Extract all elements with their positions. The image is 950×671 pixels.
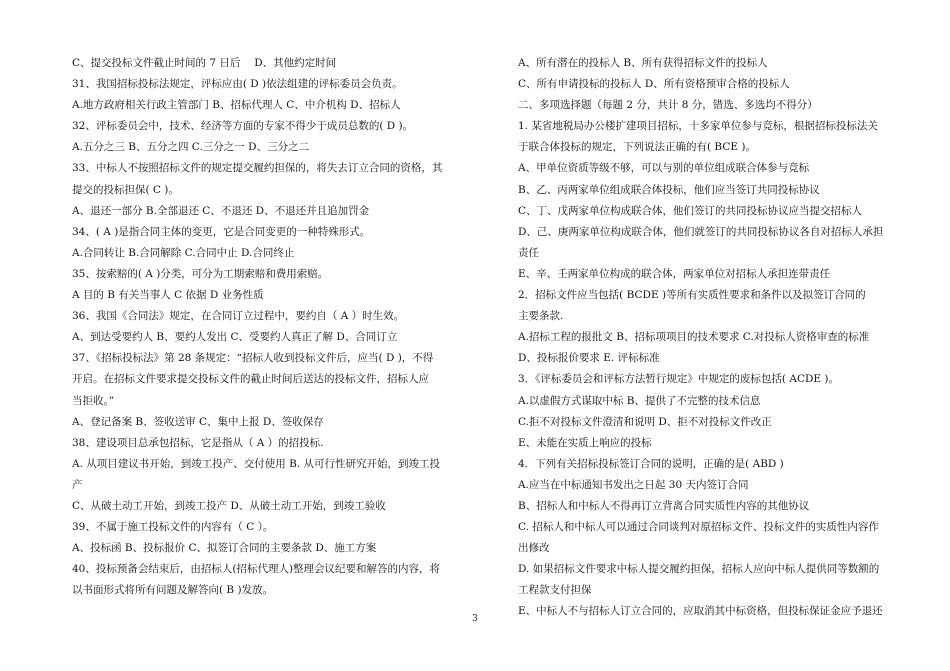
text-line: A.五分之三 B、五分之四 C.三分之一 D、三分之二 xyxy=(72,141,310,154)
text-line: 34、( A )是指合同主体的变更，它是合同变更的一种特殊形式。 xyxy=(72,225,371,238)
text-line: A.以虚假方式谋取中标 B、提供了不完整的技术信息 xyxy=(518,394,761,407)
text-line: A、登记备案 B、签收送审 C、集中上报 D、签收保存 xyxy=(72,415,324,428)
text-line: C.拒不对投标文件澄清和说明 D、拒不对投标文件改正 xyxy=(518,415,772,428)
text-line: 提交的投标担保( C )。 xyxy=(72,183,179,196)
text-line: E、辛、壬两家单位构成的联合体，两家单位对招标人承担连带责任 xyxy=(518,267,831,280)
text-line: B、招标人和中标人不得再订立背离合同实质性内容的其他协议 xyxy=(518,499,810,512)
text-line: C、从破土动工开始，到竣工投产 D、从破土动工开始，到竣工验收 xyxy=(72,499,386,512)
text-line: A、所有潜在的投标人 B、所有获得招标文件的投标人 xyxy=(518,57,768,69)
text-line: 于联合体投标的规定，下列说法正确的有( BCE )。 xyxy=(518,141,756,154)
text-line: C、所有申请投标的投标人 D、所有资格预审合格的投标人 xyxy=(518,78,790,91)
page-number: 3 xyxy=(472,614,478,624)
text-line: D、投标报价要求 E. 评标标准 xyxy=(518,352,660,365)
text-line: A.招标工程的报批文 B、招标项项目的技术要求 C.对投标人资格审查的标准 xyxy=(518,331,870,344)
text-line: 36、我国《合同法》规定，在合同订立过程中，要约自（ A ）时生效。 xyxy=(72,310,405,323)
text-line: 二、多项选择题（每题 2 分，共计 8 分，错选、多选均不得分） xyxy=(518,99,818,112)
text-line: 33、中标人不按照招标文件的规定提交履约担保的，将失去订立合同的资格，其 xyxy=(72,162,443,175)
text-line: A 目的 B 有关当事人 C 依据 D 业务性质 xyxy=(72,289,264,302)
text-line: E、中标人不与招标人订立合同的，应取消其中标资格，但投标保证金应予退还 xyxy=(518,605,883,618)
text-line: A、甲单位资质等级不够，可以与别的单位组成联合体参与竞标 xyxy=(518,162,810,175)
text-line: C. 招标人和中标人可以通过合同谈判对原招标文件、投标文件的实质性内容作 xyxy=(518,521,879,534)
text-line: 当拒收。” xyxy=(72,394,115,407)
text-line: 32、评标委员会中，技术、经济等方面的专家不得少于成员总数的( D )。 xyxy=(72,120,414,133)
text-line: C、提交投标文件截止时间的 7 日后 D、其他约定时间 xyxy=(72,57,337,69)
text-line: 主要条款. xyxy=(518,310,564,323)
text-line: 40、投标预备会结束后，由招标人(招标代理人)整理会议纪要和解答的内容，将 xyxy=(72,563,441,576)
text-line: A.应当在中标通知书发出之日起 30 天内签订合同 xyxy=(518,478,749,491)
text-line: 4．下列有关招标投标签订合同的说明，正确的是( ABD ) xyxy=(518,457,784,470)
text-line: 出修改 xyxy=(518,542,550,555)
text-line: B、乙、丙两家单位组成联合体投标，他们应当签订共同投标协议 xyxy=(518,183,820,196)
text-line: 开启。在招标文件要求提交投标文件的截止时间后送达的投标文件，招标人应 xyxy=(72,373,429,386)
text-line: 产 xyxy=(72,478,83,491)
text-line: D. 如果招标文件要求中标人提交履约担保，招标人应向中标人提供同等数额的 xyxy=(518,563,880,576)
text-line: C、丁、戊两家单位构成联合体，他们签订的共同投标协议应当提交招标人 xyxy=(518,204,863,217)
text-line: 工程款支付担保 xyxy=(518,584,592,597)
text-line: 35、按索赔的( A )分类，可分为工期索赔和费用索赔。 xyxy=(72,267,329,280)
text-line: A.合同转让 B.合同解除 C.合同中止 D.合同终止 xyxy=(72,246,295,259)
left-column xyxy=(72,53,464,601)
text-line: 以书面形式将所有问题及解答向( B )发放。 xyxy=(72,584,274,597)
right-column xyxy=(518,53,906,623)
text-line: 责任 xyxy=(518,246,539,259)
text-line: 3．《评标委员会和评标方法暂行规定》中规定的废标包括( ACDE )。 xyxy=(518,373,839,386)
text-line: A、退还一部分 B.全部退还 C、不退还 D、不退还并且追加罚金 xyxy=(72,204,370,217)
text-line: A、投标函 B、投标报价 C、拟签订合同的主要条款 D、施工方案 xyxy=(72,542,377,555)
text-line: A、到达受要约人 B、要约人发出 C、受要约人真正了解 D、合同订立 xyxy=(72,331,398,344)
text-line: 1. 某省地税局办公楼扩建项目招标，十多家单位参与竞标，根据招标投标法关 xyxy=(518,120,878,133)
text-line: D、己、庚两家单位构成联合体，他们就签订的共同投标协议各自对招标人承担 xyxy=(518,225,884,238)
text-line: E、未能在实质上响应的投标 xyxy=(518,436,652,449)
text-line: 2．招标文件应当包括( BCDE )等所有实质性要求和条件以及拟签订合同的 xyxy=(518,289,866,302)
text-line: 37、《招标投标法》第 28 条规定：“招标人收到投标文件后，应当( D )，不得 xyxy=(72,352,434,365)
text-line: 31、我国招标投标法规定，评标应由( D )依法组建的评标委员会负责。 xyxy=(72,78,403,91)
text-line: A.地方政府相关行政主管部门 B、招标代理人 C、中介机构 D、招标人 xyxy=(72,99,401,112)
text-line: A. 从项目建议书开始，到竣工投产、交付使用 B. 从可行性研究开始，到竣工投 xyxy=(72,457,440,470)
text-line: 38、建设项目总承包招标，它是指从（ A ）的招投标. xyxy=(72,436,324,449)
text-line: 39、不属于施工投标文件的内容有（ C ）。 xyxy=(72,521,274,534)
